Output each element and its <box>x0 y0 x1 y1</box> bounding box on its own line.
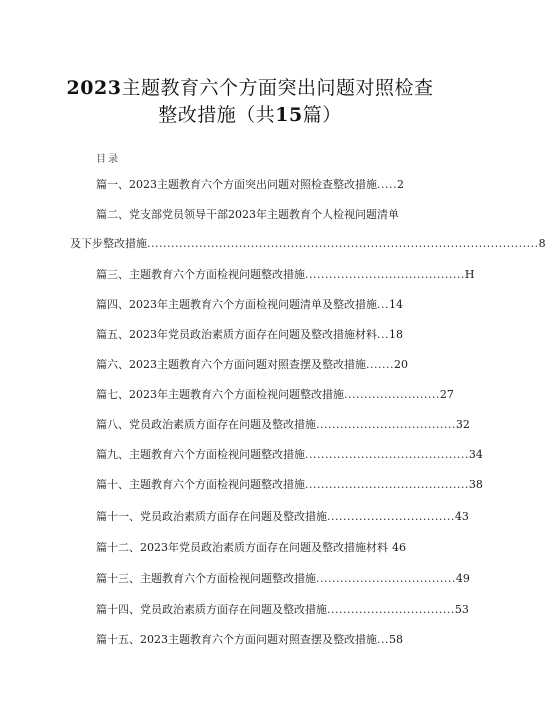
toc-heading: 目录 <box>96 154 120 165</box>
toc-entry-label: 篇九、主题教育六个方面检视问题整改措施 <box>96 448 305 461</box>
toc-entry-dots: ................................... <box>316 418 456 431</box>
toc-entry-2-cont[interactable] <box>70 237 546 251</box>
toc-entry-page: 14 <box>389 298 403 311</box>
toc-entry-dots: ..... <box>377 178 397 191</box>
toc-entry-14[interactable] <box>96 603 469 617</box>
toc-entry-15[interactable] <box>96 633 403 647</box>
toc-entry-dots: ................................ <box>327 603 455 616</box>
toc-entry-10[interactable] <box>96 478 483 492</box>
toc-entry-page: H <box>464 268 475 281</box>
toc-entry-12[interactable] <box>96 541 406 555</box>
toc-entry-8[interactable] <box>96 418 470 432</box>
toc-entry-1[interactable] <box>96 178 404 192</box>
title-year: 2023 <box>66 77 122 99</box>
toc-entry-5[interactable] <box>96 328 403 342</box>
toc-entry-label: 篇一、2023主题教育六个方面突出问题对照检查整改措施 <box>96 178 377 191</box>
toc-entry-label: 篇四、2023年主题教育六个方面检视问题清单及整改措施 <box>96 298 377 311</box>
toc-entry-dots: ... <box>377 633 389 646</box>
toc-entry-3[interactable] <box>96 268 474 282</box>
toc-entry-label: 篇十二、2023年党员政治素质方面存在问题及整改措施材料 <box>96 541 388 554</box>
toc-entry-label: 篇十四、党员政治素质方面存在问题及整改措施 <box>96 603 327 616</box>
toc-entry-page: 38 <box>468 478 483 491</box>
title-post: 篇） <box>302 104 342 126</box>
toc-entry-page: 18 <box>389 328 403 341</box>
toc-entry-label: 篇三、主题教育六个方面检视问题整改措施 <box>96 268 305 281</box>
toc-entry-page: 34 <box>468 448 483 461</box>
toc-entry-2[interactable] <box>96 208 399 222</box>
toc-entry-page: 46 <box>392 541 406 554</box>
toc-entry-dots: ....... <box>366 358 394 371</box>
document-title-line1 <box>0 76 500 100</box>
toc-entry-label: 篇七、2023年主题教育六个方面检视问题整改措施 <box>96 388 344 401</box>
title-text: 主题教育六个方面突出问题对照检查 <box>121 77 434 99</box>
toc-entry-label: 篇十一、党员政治素质方面存在问题及整改措施 <box>96 510 327 523</box>
toc-entry-page: 20 <box>393 358 408 371</box>
toc-entry-label: 篇六、2023主题教育六个方面问题对照查摆及整改措施 <box>96 358 366 371</box>
toc-entry-dots: ... <box>377 298 389 311</box>
toc-entry-page: 49 <box>455 572 470 585</box>
toc-entry-dots: ......................................... <box>305 478 469 491</box>
toc-entry-label: 篇十五、2023主题教育六个方面问题对照查摆及整改措施 <box>96 633 377 646</box>
toc-entry-page: 2 <box>396 178 404 191</box>
toc-entry-page: 53 <box>454 603 469 616</box>
toc-entry-label: 篇十、主题教育六个方面检视问题整改措施 <box>96 478 305 491</box>
toc-entry-label: 及下步整改措施 <box>70 237 147 250</box>
toc-entry-9[interactable] <box>96 448 483 462</box>
toc-entry-4[interactable] <box>96 298 403 312</box>
toc-entry-page: 32 <box>455 418 470 431</box>
toc-entry-page: 58 <box>389 633 403 646</box>
document-title-line2 <box>0 103 500 127</box>
toc-entry-label: 篇二、党支部党员领导干部2023年主题教育个人检视问题清单 <box>96 208 399 221</box>
toc-entry-page: 43 <box>454 510 469 523</box>
toc-entry-dots: ........................................ <box>305 268 465 281</box>
toc-entry-dots: .................................................................................................. <box>147 237 539 250</box>
toc-entry-label: 篇十三、主题教育六个方面检视问题整改措施 <box>96 572 316 585</box>
toc-entry-dots: ... <box>377 328 389 341</box>
title-count: 15 <box>275 104 303 126</box>
toc-entry-7[interactable] <box>96 388 454 402</box>
toc-entry-label: 篇八、党员政治素质方面存在问题及整改措施 <box>96 418 316 431</box>
toc-entry-page: 27 <box>439 388 454 401</box>
toc-entry-dots: ................................ <box>327 510 455 523</box>
toc-entry-dots: ......................................... <box>305 448 469 461</box>
title-pre: 整改措施（共 <box>158 104 276 126</box>
toc-entry-6[interactable] <box>96 358 408 372</box>
toc-entry-label: 篇五、2023年党员政治素质方面存在问题及整改措施材料 <box>96 328 377 341</box>
toc-entry-11[interactable] <box>96 510 469 524</box>
toc-entry-dots: ................................... <box>316 572 456 585</box>
toc-entry-dots: ........................ <box>344 388 440 401</box>
toc-entry-13[interactable] <box>96 572 470 586</box>
toc-entry-page: 8 <box>538 237 546 250</box>
